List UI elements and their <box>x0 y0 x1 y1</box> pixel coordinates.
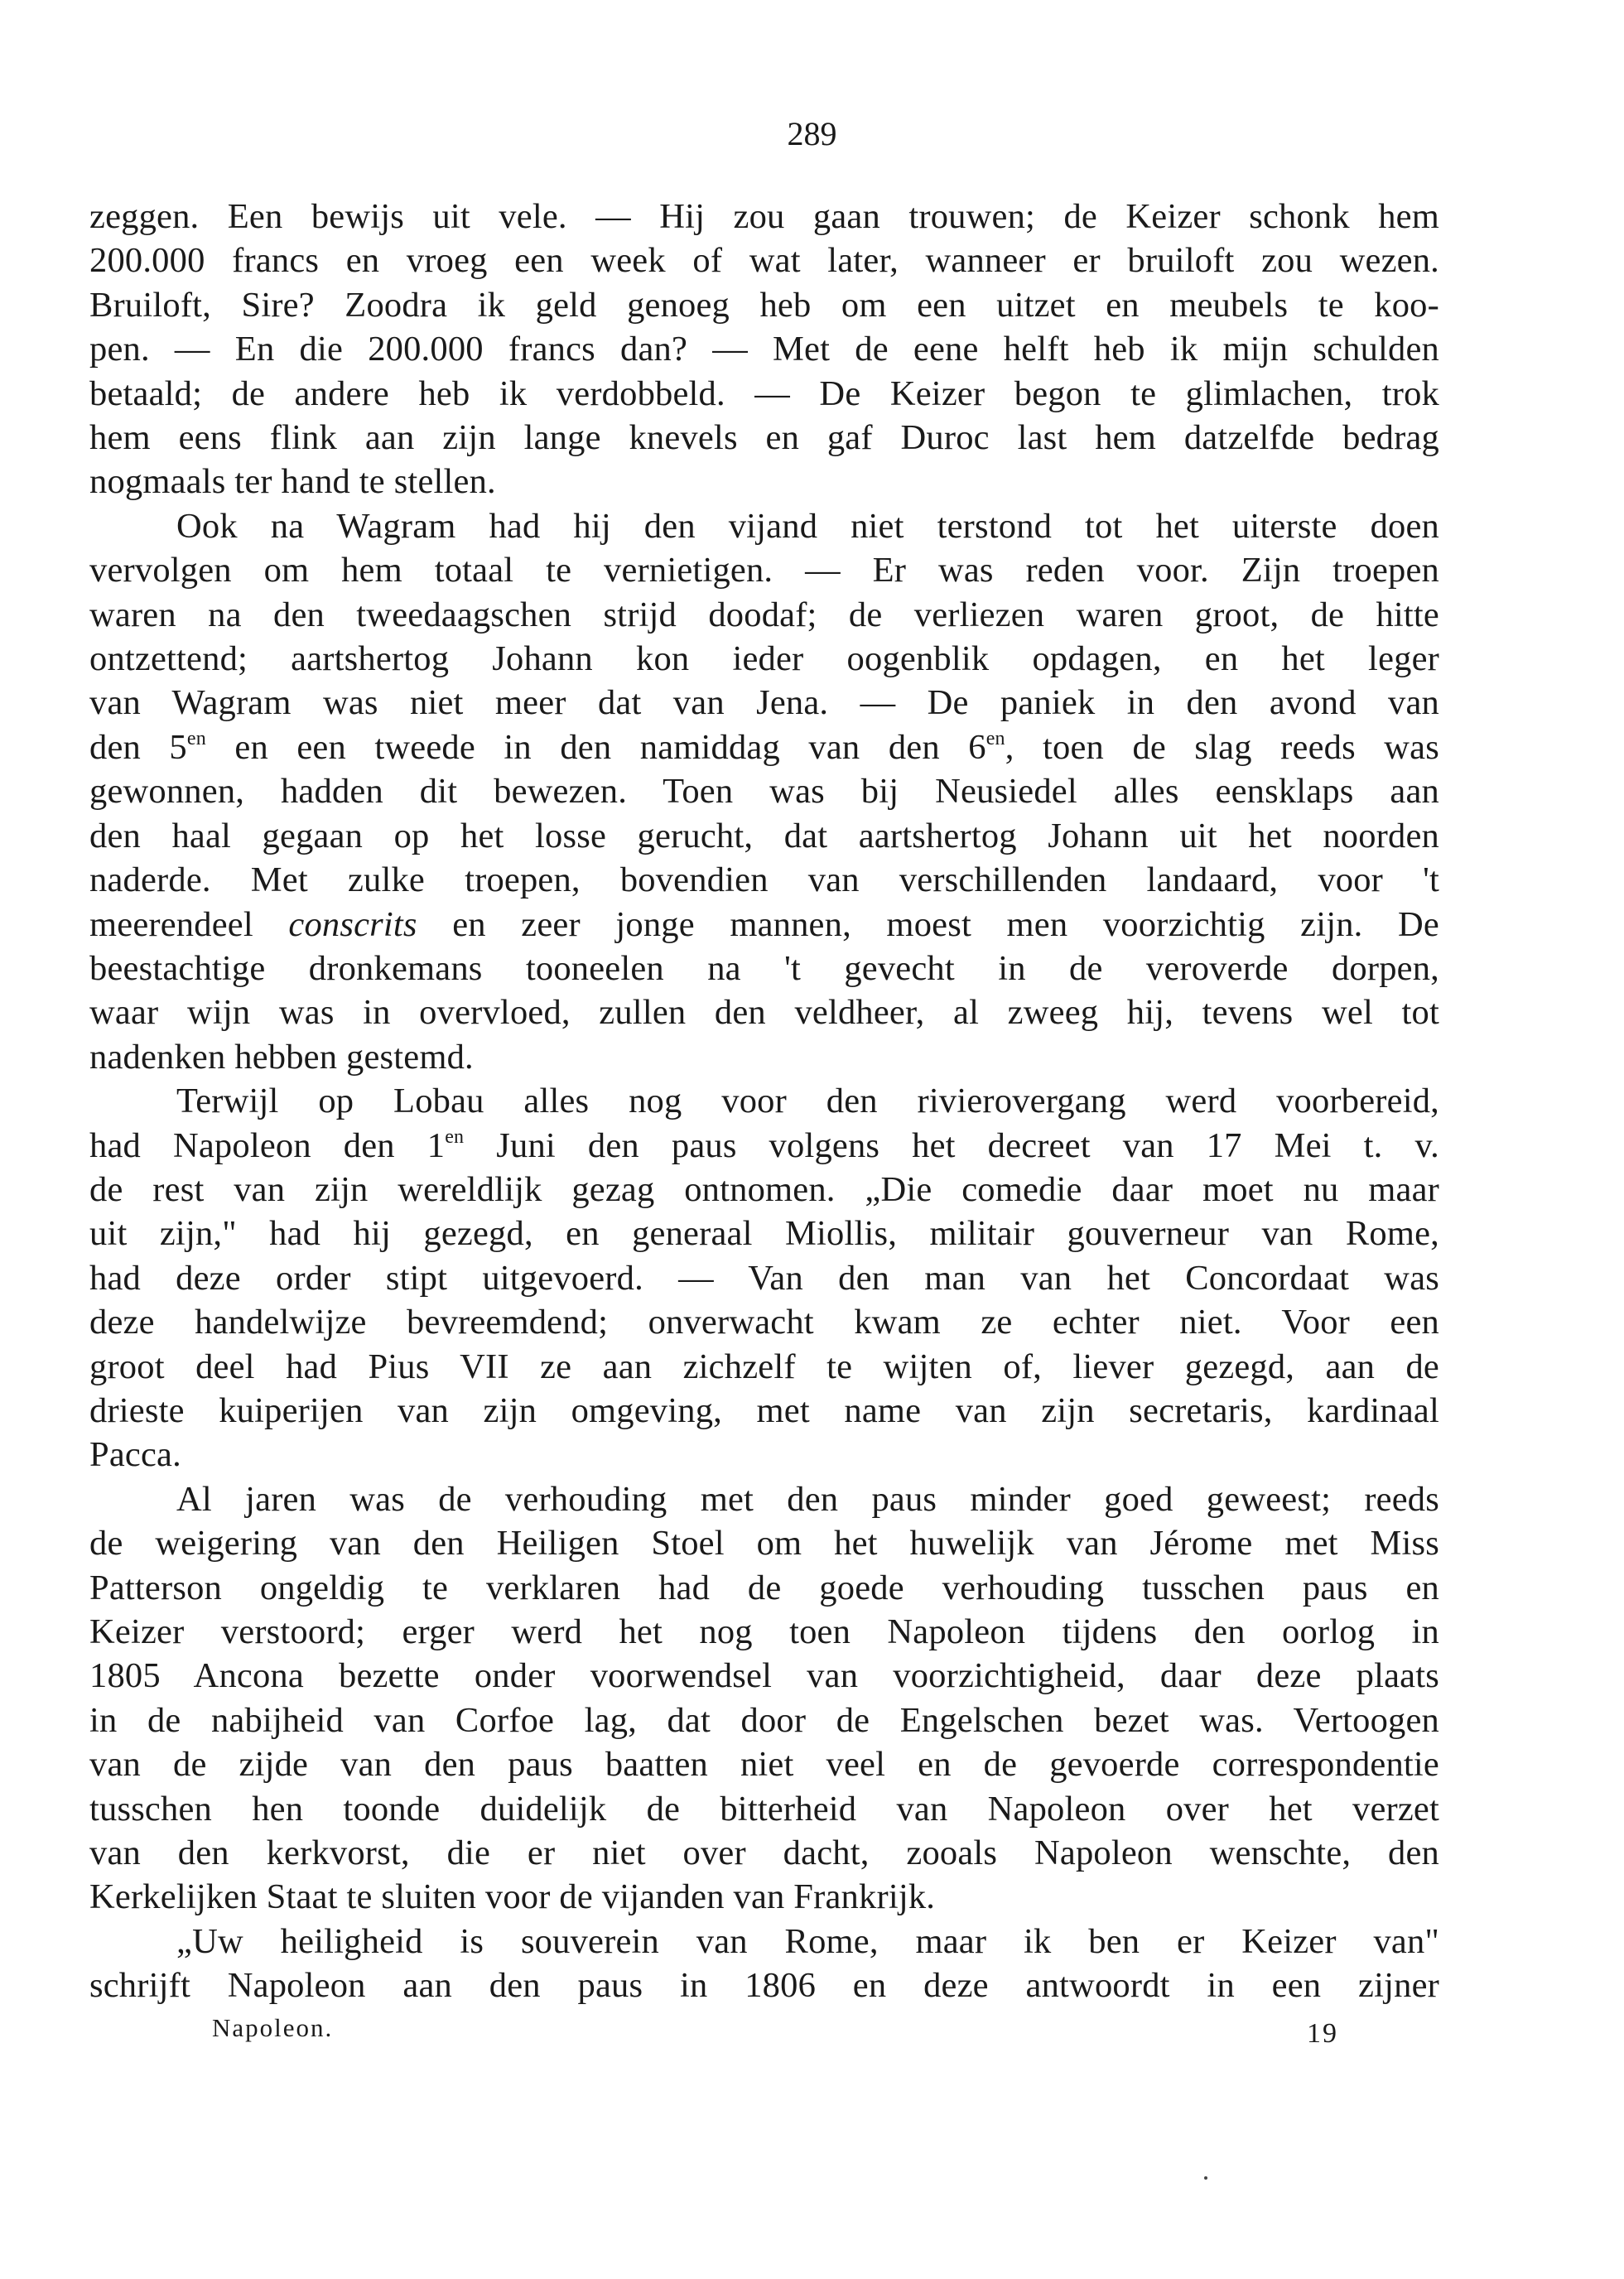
text-line: de rest van zijn wereldlijk gezag ontnomen. „Die comedie daar moet nu maar <box>89 1169 1439 1209</box>
text-line: beestachtige dronkemans tooneelen na 't gevecht in de veroverde dorpen, <box>89 948 1439 988</box>
footer-running-title: Napoleon. <box>212 2013 334 2042</box>
text-line: nadenken hebben gestemd. <box>89 1037 474 1077</box>
text-line: Pacca. <box>89 1435 181 1475</box>
text-line: Keizer verstoord; erger werd het nog toen Napoleon tijdens den oorlog in <box>89 1612 1439 1651</box>
scan-speck <box>1204 2176 1207 2180</box>
text-line: 1805 Ancona bezette onder voorwendsel van voorzichtigheid, daar deze plaats <box>89 1656 1439 1696</box>
text-line: schrijft Napoleon aan den paus in 1806 en deze antwoordt in een zijner <box>89 1966 1439 2006</box>
text-line: tusschen hen toonde duidelijk de bitterheid van Napoleon over het verzet <box>89 1789 1439 1828</box>
text-line: had deze order stipt uitgevoerd. — Van den man van het Concordaat was <box>89 1258 1439 1298</box>
text-line: hem eens flink aan zijn lange knevels en gaf Duroc last hem datzelfde bedrag <box>89 418 1439 458</box>
text-line: van de zijde van den paus baatten niet veel en de gevoerde correspondentie <box>89 1745 1439 1785</box>
text-line: waren na den tweedaagschen strijd doodaf; de verliezen waren groot, de hitte <box>89 595 1439 634</box>
text-line: vervolgen om hem totaal te vernietigen. — Er was reden voor. Zijn troepen <box>89 551 1439 590</box>
text-line: den haal gegaan op het losse gerucht, dat aartshertog Johann uit het noorden <box>89 816 1439 855</box>
text-line: nogmaals ter hand te stellen. <box>89 462 496 502</box>
text-line: Al jaren was de verhouding met den paus minder goed geweest; reeds <box>176 1479 1439 1519</box>
text-line: naderde. Met zulke troepen, bovendien van verschillenden landaard, voor 't <box>89 860 1439 900</box>
text-line: betaald; de andere heb ik verdobbeld. — De Keizer begon te glimlachen, trok <box>89 373 1439 413</box>
text-line: Ook na Wagram had hij den vijand niet terstond tot het uiterste doen <box>176 506 1439 546</box>
text-line: deze handelwijze bevreemdend; onverwacht kwam ze echter niet. Voor een <box>89 1303 1439 1342</box>
text-line: den $5^{en}$ en een tweede in den namiddag van den $6^{en}$, toen de slag reeds was <box>89 727 1439 767</box>
text-line: „Uw heiligheid is souverein van Rome, maar ik ben er Keizer van" <box>176 1921 1439 1961</box>
text-line: pen. — En die 200.000 francs dan? — Met de eene helft heb ik mijn schulden <box>89 330 1439 369</box>
text-line: van Wagram was niet meer dat van Jena. — De paniek in den avond van <box>89 683 1439 723</box>
page-number: 289 <box>787 115 837 152</box>
text-line: waar wijn was in overvloed, zullen den veldheer, al zweeg hij, tevens wel tot <box>89 993 1439 1033</box>
superscript: en <box>186 727 206 749</box>
text-line: meerendeel conscrits en zeer jonge mannen, moest men voorzichtig zijn. De <box>89 904 1439 944</box>
text-line: zeggen. Een bewijs uit vele. — Hij zou gaan trouwen; de Keizer schonk hem <box>89 197 1439 236</box>
text-line: drieste kuiperijen van zijn omgeving, met name van zijn secretaris, kardinaal <box>89 1390 1439 1430</box>
text-line: 200.000 francs en vroeg een week of wat later, wanneer er bruiloft zou wezen. <box>89 241 1439 281</box>
text-line: Bruiloft, Sire? Zoodra ik geld genoeg heb om een uitzet en meubels te koo- <box>89 285 1439 325</box>
superscript: en <box>445 1125 465 1148</box>
text-line: van den kerkvorst, die er niet over dacht, zooals Napoleon wenschte, den <box>89 1833 1439 1873</box>
text-line: Kerkelijken Staat te sluiten voor de vijanden van Frankrijk. <box>89 1877 936 1917</box>
text-line: uit zijn," had hij gezegd, en generaal Miollis, militair gouverneur van Rome, <box>89 1214 1439 1254</box>
italic-term: conscrits <box>288 904 417 944</box>
footer-signature-mark: 19 <box>1307 2018 1338 2049</box>
text-line: Terwijl op Lobau alles nog voor den rivierovergang werd voorbereid, <box>176 1082 1439 1121</box>
text-line: in de nabijheid van Corfoe lag, dat door de Engelschen bezet was. Vertoogen <box>89 1700 1439 1740</box>
superscript: en <box>985 727 1005 749</box>
text-line: ontzettend; aartshertog Johann kon ieder oogenblik opdagen, en het leger <box>89 639 1439 679</box>
text-line: had Napoleon den $1^{en}$ Juni den paus volgens het decreet van 17 Mei t. v. <box>89 1125 1439 1165</box>
text-line: Patterson ongeldig te verklaren had de goede verhouding tusschen paus en <box>89 1568 1439 1607</box>
text-line: de weigering van den Heiligen Stoel om het huwelijk van Jérome met Miss <box>89 1524 1439 1564</box>
body-text <box>89 195 1439 2008</box>
text-line: groot deel had Pius VII ze aan zichzelf te wijten of, liever gezegd, aan de <box>89 1347 1439 1386</box>
text-line: gewonnen, hadden dit bewezen. Toen was bij Neusiedel alles eensklaps aan <box>89 772 1439 812</box>
